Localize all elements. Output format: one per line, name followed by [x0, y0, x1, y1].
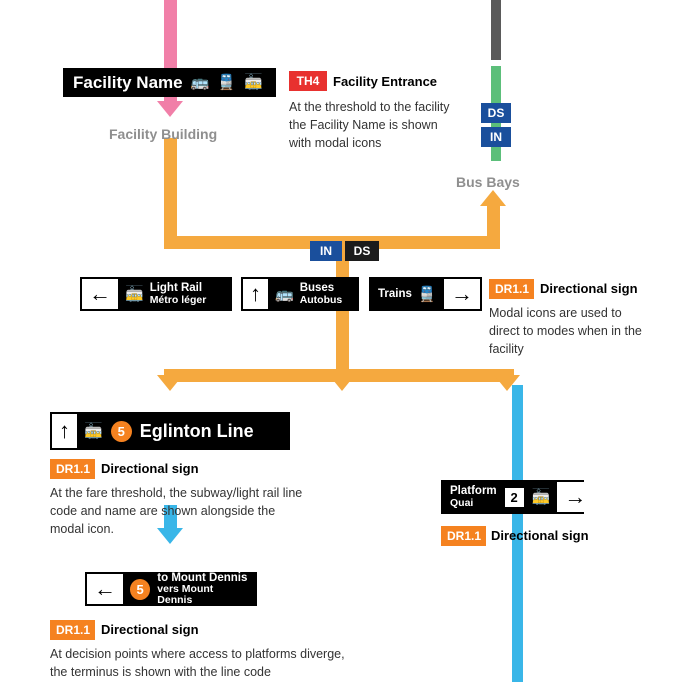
light-rail-label-en: Light Rail: [149, 282, 203, 295]
arrow-up-icon: ↑: [59, 418, 70, 443]
terminus-label-en: to Mount Dennis: [157, 571, 248, 584]
orange-path-vertical-to-busbays: [487, 205, 500, 249]
arrow-up-icon: ↑: [250, 281, 261, 306]
eglinton-text-cell: [77, 414, 288, 448]
callout-title-facility-entrance: Facility Entrance: [333, 74, 438, 89]
chip-th4: TH4: [289, 71, 327, 91]
pink-arrow-down: [157, 101, 183, 117]
callout-body-directional-fare: At the fare threshold, the subway/light rail line code and name are shown alongside the modal icon.: [50, 486, 303, 537]
bus-icon: 🚌: [190, 74, 210, 91]
train-icon: 🚆: [217, 74, 236, 91]
chip-ds-busbays: DS: [481, 103, 511, 123]
stage-label-bus-bays: Bus Bays: [456, 174, 520, 190]
chip-ds-junction: DS: [345, 241, 379, 261]
orange-arrow-up-busbays: [480, 190, 506, 206]
sign-platform[interactable]: [441, 480, 587, 514]
sign-eglinton-line[interactable]: [50, 412, 290, 450]
callout-title-directional-modal: Directional sign: [540, 281, 638, 296]
line-code-bullet: 5: [130, 579, 150, 600]
trains-arrow-cell: [444, 279, 480, 309]
callout-body-directional-terminus: At decision points where access to platforms diverge, the terminus is shown with the line code: [50, 647, 345, 680]
light-rail-label-fr: Métro léger: [149, 293, 207, 306]
arrow-left-icon: ←: [94, 576, 116, 601]
sign-terminus[interactable]: [85, 572, 257, 606]
light-rail-arrow-cell: [82, 279, 118, 309]
buses-arrow-cell: [243, 279, 268, 309]
orange-path-vertical-left: [164, 138, 177, 248]
callout-title-directional-platform: Directional sign: [491, 528, 589, 543]
lightrail-icon: 🚋: [125, 285, 144, 303]
eglinton-arrow-cell: [52, 414, 77, 448]
stage-label-facility-building: Facility Building: [109, 126, 218, 142]
pink-path-segment: [164, 0, 177, 75]
terminus-text-cell: [123, 571, 255, 607]
orange-arrow-down-left: [157, 375, 183, 391]
callout-title-directional-fare: Directional sign: [101, 461, 199, 476]
callout-body-directional-modal: Modal icons are used to direct to modes when in the facility: [489, 306, 642, 357]
chip-in-busbays: IN: [481, 127, 511, 147]
chip-in-junction: IN: [310, 241, 342, 261]
platform-arrow-cell: [557, 482, 593, 512]
trains-text-cell: [371, 279, 444, 309]
line-code-bullet: 5: [111, 421, 132, 442]
platform-label-fr: Quai: [450, 496, 474, 509]
platform-label-en: Platform: [450, 485, 497, 498]
facility-name-label: Facility Name: [73, 72, 183, 92]
chip-dr11-terminus: DR1.1: [50, 620, 95, 640]
sign-trains[interactable]: [369, 277, 482, 311]
chip-dr11-modal: DR1.1: [489, 279, 534, 299]
arrow-right-icon: →: [564, 484, 587, 509]
lightrail-icon: 🚋: [531, 488, 551, 506]
lightrail-icon: 🚋: [243, 74, 263, 91]
terminus-label-fr: vers Mount Dennis: [157, 583, 214, 607]
terminus-arrow-cell: [87, 574, 123, 604]
chip-dr11-fare: DR1.1: [50, 459, 95, 479]
trains-label: Trains: [378, 287, 412, 300]
sign-facility-name[interactable]: [63, 68, 276, 97]
buses-text-cell: [268, 279, 357, 309]
arrow-left-icon: ←: [89, 281, 111, 306]
arrow-right-icon: →: [451, 281, 473, 306]
train-icon: 🚆: [417, 285, 437, 303]
lightrail-icon: 🚋: [84, 422, 103, 440]
chip-dr11-platform: DR1.1: [441, 526, 486, 546]
bus-icon: 🚌: [275, 285, 294, 303]
eglinton-line-label: Eglinton Line: [139, 420, 254, 441]
grey-path-segment: [491, 0, 501, 60]
light-rail-text-cell: [118, 279, 230, 309]
platform-text-cell: [443, 482, 557, 512]
callout-body-facility-entrance: At the threshold to the facility the Facility Name is shown with modal icons: [289, 100, 450, 151]
sign-light-rail[interactable]: [80, 277, 232, 311]
orange-arrow-down-center: [329, 375, 355, 391]
callout-title-directional-terminus: Directional sign: [101, 622, 199, 637]
sign-buses[interactable]: [241, 277, 359, 311]
platform-number: 2: [504, 487, 525, 508]
buses-label-fr: Autobus: [299, 293, 343, 306]
buses-label-en: Buses: [299, 282, 335, 295]
